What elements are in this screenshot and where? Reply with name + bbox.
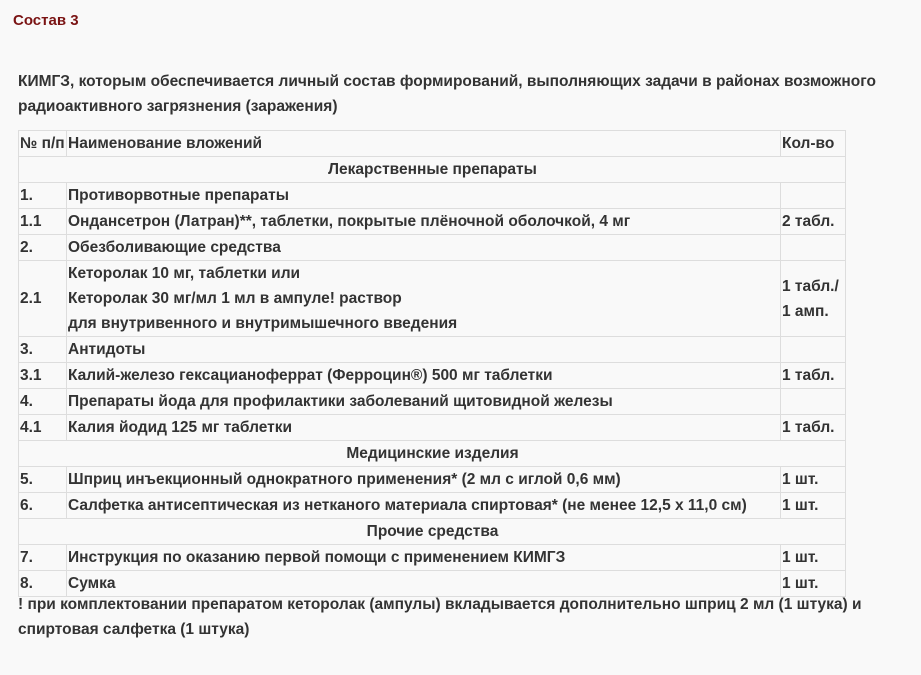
item-number: 2. [19, 235, 67, 261]
item-quantity-line: 1 табл./ [782, 277, 839, 295]
footnote-line: ! при комплектовании препаратом кеторолак (ампулы) вкладывается дополнительно шприц 2 мл (1 штука) и [18, 596, 862, 613]
item-name-line: Ондансетрон (Латран)**, таблетки, покрытые плёночной оболочкой, 4 мг [68, 213, 631, 230]
item-number: 2.1 [19, 261, 67, 337]
table-row [19, 209, 846, 235]
item-name [67, 337, 781, 363]
item-quantity-line: 1 шт. [782, 471, 819, 488]
item-number: 5. [19, 467, 67, 493]
table-row [19, 261, 846, 337]
item-number: 3. [19, 337, 67, 363]
item-name-line: Калия йодид 125 мг таблетки [68, 419, 293, 436]
table-row [19, 415, 846, 441]
table-row [19, 337, 846, 363]
table-row [19, 235, 846, 261]
item-quantity [781, 389, 846, 415]
item-number: 8. [19, 571, 67, 597]
item-name [67, 209, 781, 235]
section-heading: Прочие средства [19, 519, 846, 545]
header-quantity: Кол-во [781, 131, 846, 157]
table-row [19, 183, 846, 209]
header-number: № п/п [19, 131, 67, 157]
table-row [19, 363, 846, 389]
table-header-row [19, 131, 846, 157]
contents-table-body [19, 131, 846, 597]
item-name-line: Кеторолак 30 мг/мл 1 мл в ампуле! раствор [68, 290, 402, 307]
item-quantity [781, 467, 846, 493]
item-number: 1.1 [19, 209, 67, 235]
item-name [67, 261, 781, 337]
header-name: Наименование вложений [67, 131, 781, 157]
item-name-line: Салфетка антисептическая из нетканого материала спиртовая* (не менее 12,5 х 11,0 см) [68, 497, 747, 514]
table-caption: КИМГЗ, которым обеспечивается личный состав формирований, выполняющих задачи в районах возможного радиоактивного загрязнения (заражения) [18, 73, 876, 115]
item-number: 4.1 [19, 415, 67, 441]
item-quantity-line: 1 шт. [782, 497, 819, 514]
item-name-line: Сумка [68, 575, 116, 592]
item-name [67, 235, 781, 261]
item-name [67, 183, 781, 209]
item-name-line: Кеторолак 10 мг, таблетки или [68, 265, 301, 282]
item-name-line: Шприц инъекционный однократного применения* (2 мл с иглой 0,6 мм) [68, 471, 621, 488]
item-quantity-line: 1 шт. [782, 575, 819, 592]
section-title: Состав 3 [13, 12, 79, 29]
item-quantity [781, 235, 846, 261]
contents-table [18, 130, 846, 597]
item-number: 6. [19, 493, 67, 519]
section-row [19, 157, 846, 183]
footnote [18, 592, 918, 642]
item-number: 1. [19, 183, 67, 209]
item-quantity [781, 261, 846, 337]
item-quantity-line: 1 амп. [782, 302, 829, 320]
item-name-line: Препараты йода для профилактики заболеваний щитовидной железы [68, 393, 613, 410]
item-name [67, 467, 781, 493]
item-number: 4. [19, 389, 67, 415]
item-name-line: Обезболивающие средства [68, 239, 281, 256]
section-heading: Лекарственные препараты [19, 157, 846, 183]
item-number: 7. [19, 545, 67, 571]
item-quantity [781, 493, 846, 519]
table-row [19, 389, 846, 415]
item-quantity [781, 183, 846, 209]
item-quantity [781, 209, 846, 235]
item-quantity-line: 1 шт. [782, 549, 819, 566]
item-quantity-line: 1 табл. [782, 419, 835, 436]
section-row [19, 441, 846, 467]
item-quantity [781, 363, 846, 389]
table-row [19, 467, 846, 493]
item-quantity-line: 1 табл. [782, 367, 835, 384]
item-quantity-line: 2 табл. [782, 213, 835, 230]
item-name-line: для внутривенного и внутримышечного введения [68, 315, 458, 332]
item-name [67, 493, 781, 519]
item-name-line: Инструкция по оказанию первой помощи с применением КИМГЗ [68, 549, 566, 566]
item-name [67, 415, 781, 441]
section-heading: Медицинские изделия [19, 441, 846, 467]
table-row [19, 545, 846, 571]
item-name [67, 363, 781, 389]
item-quantity [781, 337, 846, 363]
item-name-line: Калий-железо гексацианоферрат (Ферроцин®) 500 мг таблетки [68, 367, 553, 384]
section-row [19, 519, 846, 545]
table-row [19, 493, 846, 519]
item-name [67, 545, 781, 571]
item-quantity [781, 415, 846, 441]
item-name [67, 389, 781, 415]
item-number: 3.1 [19, 363, 67, 389]
item-name-line: Противорвотные препараты [68, 187, 289, 204]
item-name-line: Антидоты [68, 341, 146, 358]
item-quantity [781, 545, 846, 571]
footnote-line: спиртовая салфетка (1 штука) [18, 621, 250, 638]
